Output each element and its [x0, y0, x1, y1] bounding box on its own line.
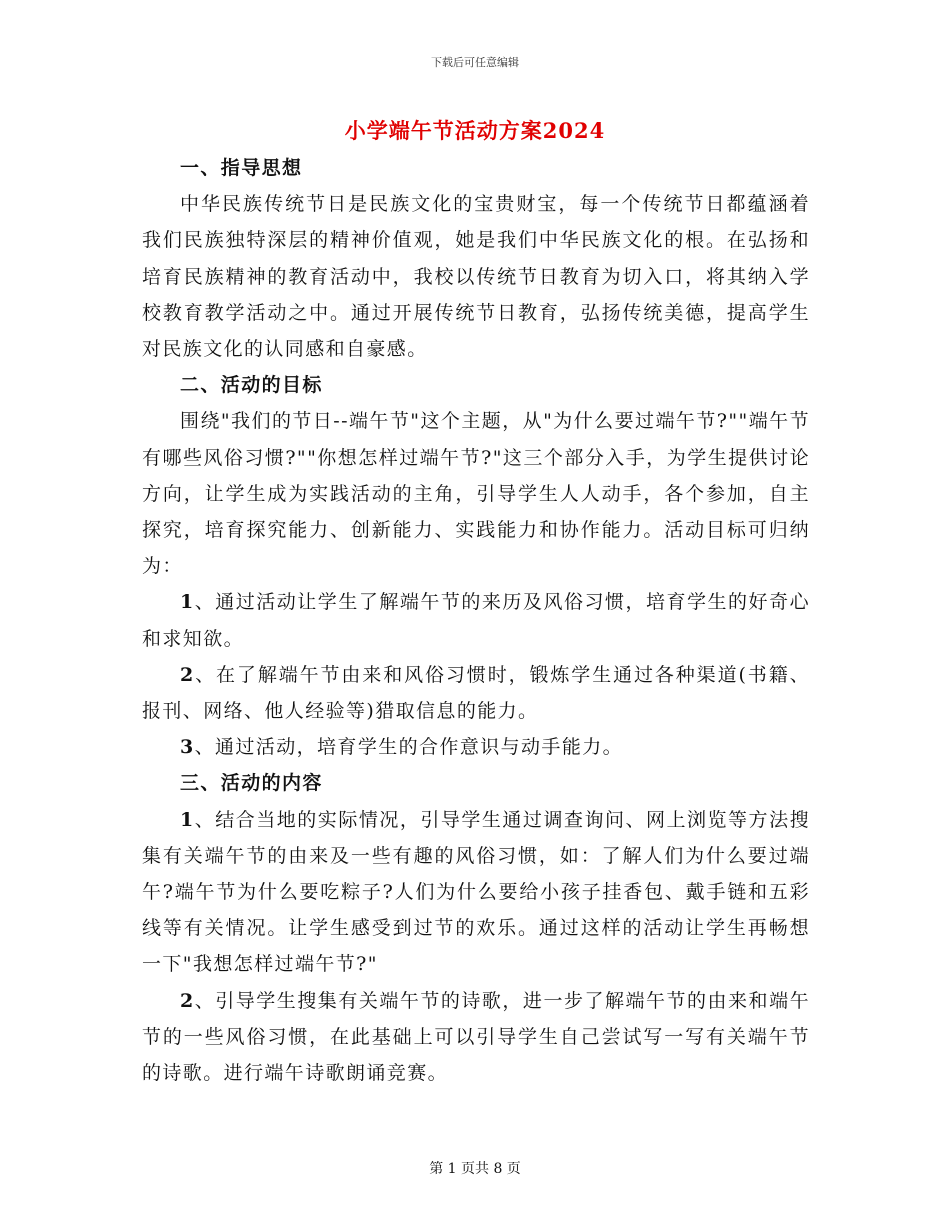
list-item-text: 、引导学生搜集有关端午节的诗歌，进一步了解端午节的由来和端午节的一些风俗习惯，在此基础上可以引导学生自己尝试写一写有关端午节的诗歌。进行端午诗歌朗诵竞赛。: [142, 989, 810, 1085]
list-item-text: 、通过活动，培育学生的合作意识与动手能力。: [194, 736, 624, 759]
section-heading-activity-goals: 二、活动的目标: [180, 374, 323, 397]
list-item-text: 、结合当地的实际情况，引导学生通过调查询问、网上浏览等方法搜集有关端午节的由来及一些有趣的风俗习惯，如：了解人们为什么要过端午?端午节为什么要吃粽子?人们为什么要给小孩子挂香包、戴手链和五彩线等有关情况。让学生感受到过节的欢乐。通过这样的活动让学生再畅想一下"我想怎样过端午节?": [142, 808, 810, 976]
page-footer: 第 1 页共 8 页: [429, 1161, 521, 1177]
list-item-number: 3: [180, 736, 195, 759]
section-heading-guiding-ideology: 一、指导思想: [180, 157, 303, 179]
list-item-goal-2: [142, 657, 810, 729]
list-item-number: 2: [180, 989, 195, 1012]
list-item-goal-3: [142, 729, 810, 765]
paragraph-activity-goals: 围绕"我们的节日--端午节"这个主题，从"为什么要过端午节?""端午节有哪些风俗习惯?""你想怎样过端午节?"这三个部分入手，为学生提供讨论方向，让学生成为实践活动的主角，引导学生人人动手，各个参加，自主探究，培育探究能力、创新能力、实践能力和协作能力。活动目标可归纳为：: [142, 410, 810, 578]
list-item-content-2: [142, 983, 810, 1092]
list-item-number: 1: [180, 591, 195, 614]
document-title: 小学端午节活动方案2024: [344, 118, 606, 143]
list-item-goal-1: [142, 584, 810, 656]
list-item-content-1: [142, 802, 810, 983]
list-item-number: 1: [180, 808, 195, 831]
paragraph-guiding-ideology: 中华民族传统节日是民族文化的宝贵财宝，每一个传统节日都蕴涵着我们民族独特深层的精神价值观，她是我们中华民族文化的根。在弘扬和培育民族精神的教育活动中，我校以传统节日教育为切入口，将其纳入学校教育教学活动之中。通过开展传统节日教育，弘扬传统美德，提高学生对民族文化的认同感和自豪感。: [142, 193, 810, 361]
list-item-number: 2: [180, 663, 195, 686]
section-heading-activity-content: 三、活动的内容: [180, 772, 323, 795]
list-item-text: 、通过活动让学生了解端午节的来历及风俗习惯，培育学生的好奇心和求知欲。: [142, 591, 810, 650]
header-note: 下载后可任意编辑: [431, 56, 519, 69]
document-body: [142, 150, 810, 1091]
list-item-text: 、在了解端午节由来和风俗习惯时，锻炼学生通过各种渠道(书籍、报刊、网络、他人经验等)猎取信息的能力。: [142, 663, 810, 723]
